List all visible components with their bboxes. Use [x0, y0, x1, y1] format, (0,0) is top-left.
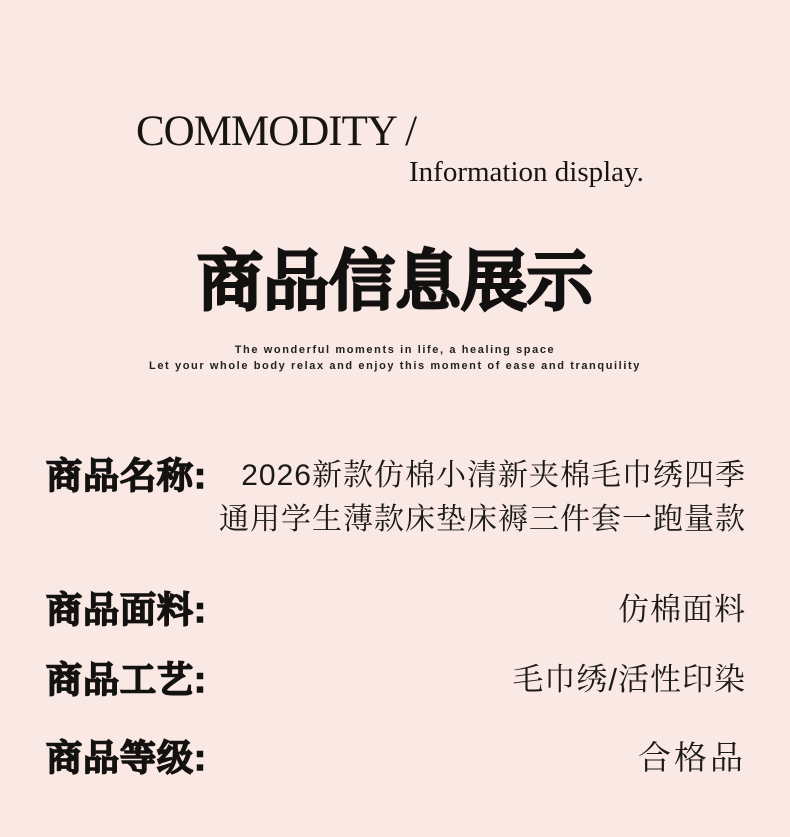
english-header: [0, 0, 790, 187]
tagline-line-2: Let your whole body relax and enjoy this moment of ease and tranquility: [149, 359, 641, 372]
row-product-fabric: [46, 588, 746, 632]
row-product-craft: [46, 658, 746, 702]
product-attributes: [0, 454, 790, 780]
product-name-line-1: 2026新款仿棉小清新夹棉毛巾绣四季: [241, 458, 746, 492]
tagline-line-1: The wonderful moments in life, a healing space: [234, 343, 556, 356]
product-name-value: [207, 454, 746, 542]
product-craft-label: 商品工艺:: [46, 658, 207, 700]
product-name-line-2: 通用学生薄款床垫床褥三件套一跑量款: [219, 502, 746, 536]
information-display-subheading: Information display.: [409, 156, 644, 188]
chinese-main-title: 商品信息展示: [197, 244, 593, 318]
product-fabric-label: 商品面料:: [46, 588, 207, 630]
product-name-label: 商品名称:: [46, 454, 207, 496]
row-product-name: [46, 454, 746, 542]
commodity-heading: COMMODITY /: [136, 108, 417, 155]
tagline: [0, 342, 790, 374]
product-grade-label: 商品等级:: [46, 736, 207, 778]
product-craft-value: 毛巾绣/活性印染: [512, 661, 746, 697]
row-product-grade: [46, 736, 746, 780]
product-fabric-value: 仿棉面料: [618, 591, 746, 627]
product-grade-value: 合格品: [638, 738, 746, 776]
